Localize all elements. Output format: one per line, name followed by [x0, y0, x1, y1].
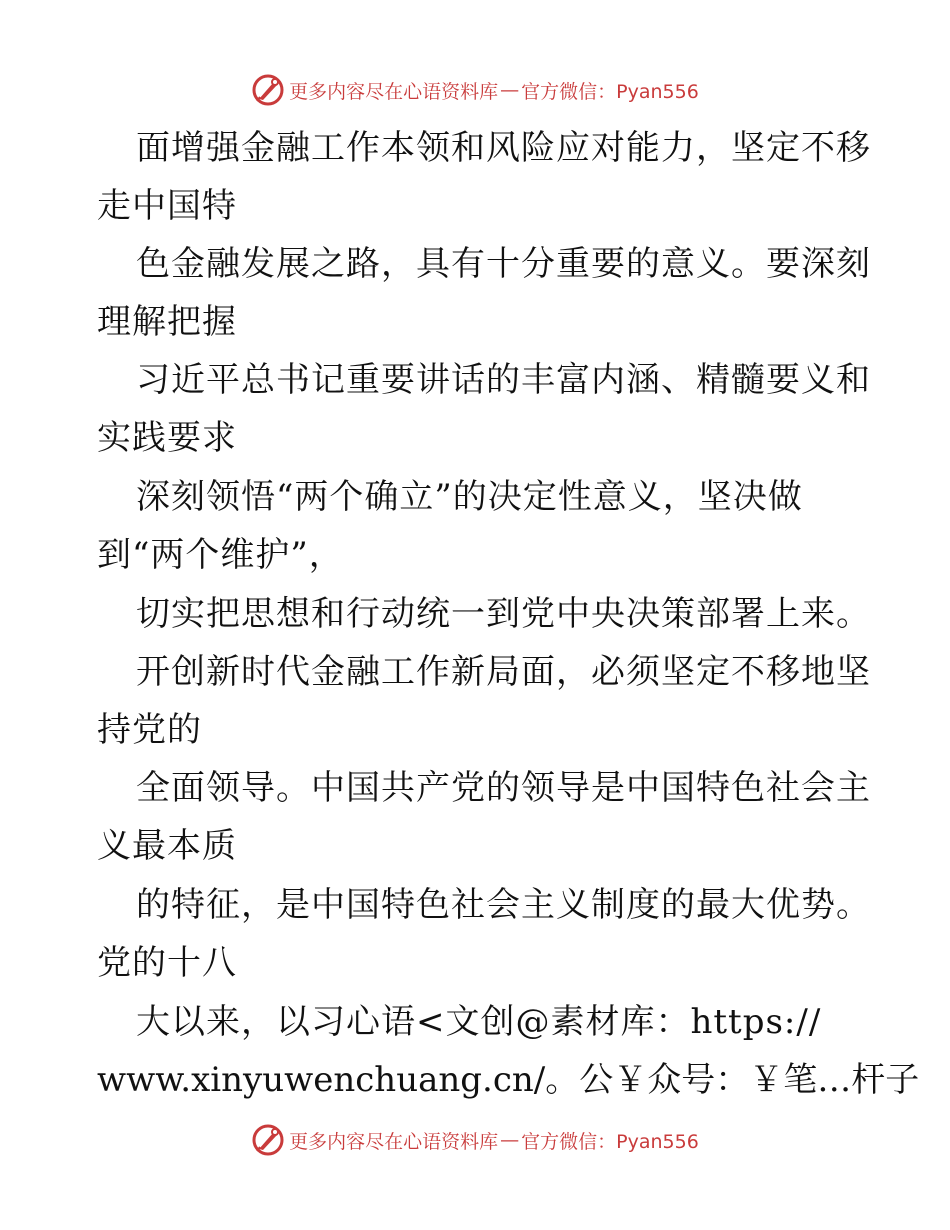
text-line: 实践要求 — [97, 418, 237, 458]
text-line: 党的十八 — [97, 943, 237, 983]
quill-pen-logo-icon — [251, 73, 285, 107]
banner-separator: — — [500, 79, 520, 101]
text-line: 习近平总书记重要讲话的丰富内涵、精髓要义和 — [136, 360, 871, 400]
text-line: 到“两个维护”， — [97, 535, 344, 575]
text-line: 走中国特 — [97, 186, 237, 226]
text-line: 开创新时代金融工作新局面，必须坚定不移地坚 — [136, 652, 871, 692]
text-line: 色金融发展之路，具有十分重要的意义。要深刻 — [136, 244, 871, 284]
text-line: 的特征，是中国特色社会主义制度的最大优势。 — [136, 885, 871, 925]
text-line: 大以来，以习心语<文创@素材库：https:// — [136, 1002, 822, 1042]
text-line: 深刻领悟“两个确立”的决定性意义，坚决做 — [136, 477, 803, 517]
text-line: 面增强金融工作本领和风险应对能力，坚定不移 — [136, 128, 871, 168]
text-line: 持党的 — [97, 710, 202, 750]
banner-wechat: 官方微信：Pyan556 — [521, 1130, 699, 1153]
footer-banner — [0, 1120, 950, 1160]
text-line: 理解把握 — [97, 302, 237, 342]
text-line: 切实把思想和行动统一到党中央决策部署上来。 — [136, 594, 871, 634]
text-line: 全面领导。中国共产党的领导是中国特色社会主 — [136, 768, 871, 808]
text-line: www.xinyuwenchuang.cn/。公￥众号：￥笔…杆子 — [97, 1060, 920, 1100]
header-banner — [0, 70, 950, 110]
banner-wechat: 官方微信：Pyan556 — [521, 80, 699, 103]
banner-separator: — — [500, 1129, 520, 1151]
text-line: 义最本质 — [97, 826, 237, 866]
banner-title: 更多内容尽在心语资料库 — [289, 80, 499, 103]
banner-title: 更多内容尽在心语资料库 — [289, 1130, 499, 1153]
quill-pen-logo-icon — [251, 1123, 285, 1157]
